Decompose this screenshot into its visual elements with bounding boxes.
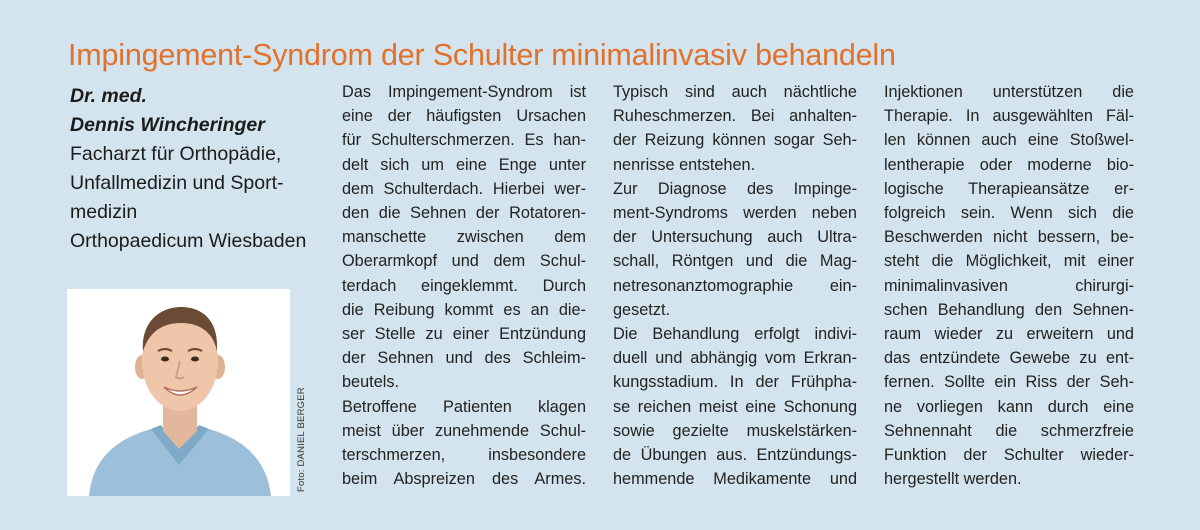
- text-line: eine der häufigsten Ursachen: [342, 107, 586, 126]
- text-line: de Übungen aus. Entzündungs-: [613, 446, 857, 465]
- author-photo: [67, 289, 290, 496]
- text-line: Sehnennaht die schmerzfreie: [884, 421, 1134, 440]
- text-line: Betroffene Patienten klagen: [342, 397, 586, 416]
- text-line: Typisch sind auch nächtliche: [613, 83, 857, 101]
- text-line: meist über zunehmende Schul-: [342, 421, 586, 440]
- text-line: hergestellt werden.: [884, 470, 1022, 489]
- portrait-illustration: [67, 289, 290, 496]
- author-block: [70, 82, 340, 256]
- text-column-1: [342, 80, 586, 491]
- text-line: logische Therapieansätze er-: [884, 179, 1134, 198]
- text-line: Funktion der Schulter wieder-: [884, 446, 1134, 465]
- text-line: ment-Syndroms werden neben: [613, 204, 857, 223]
- text-line: den die Sehnen der Rotatoren-: [342, 204, 586, 223]
- text-line: dem Schulterdach. Hierbei wer-: [342, 179, 586, 198]
- text-line: Beschwerden nicht bessern, be-: [884, 228, 1134, 247]
- text-line: kungsstadium. In der Frühpha-: [613, 373, 857, 392]
- text-line: fernen. Sollte ein Riss der Seh-: [884, 373, 1134, 392]
- article-title: Impingement-Syndrom der Schulter minimalinvasiv behandeln: [68, 38, 896, 73]
- text-column-2: [613, 80, 857, 491]
- text-line: Zur Diagnose des Impinge-: [613, 179, 857, 198]
- text-line: ne vorliegen kann durch eine: [884, 397, 1134, 416]
- text-line: delt sich um eine Enge unter: [342, 155, 586, 174]
- text-line: der Reizung können sogar Seh-: [613, 131, 857, 150]
- text-line: gesetzt.: [613, 300, 671, 319]
- text-line: len können auch eine Stoßwel-: [884, 131, 1134, 150]
- author-role-line-2: Unfallmedizin und Sport-: [70, 172, 284, 194]
- text-line: beutels.: [342, 373, 400, 392]
- text-line: raum wieder zu erweitern und: [884, 325, 1134, 344]
- text-line: netresonanztomographie ein-: [613, 276, 857, 295]
- text-column-3: [884, 80, 1134, 491]
- text-line: das entzündete Gewebe zu ent-: [884, 349, 1134, 368]
- text-line: die Reibung kommt es an die-: [342, 300, 586, 319]
- text-line: sowie gezielte muskelstärken-: [613, 421, 857, 440]
- text-line: folgreich sein. Wenn sich die: [884, 204, 1134, 223]
- text-line: manschette zwischen dem: [342, 228, 586, 247]
- text-line: duell und abhängig vom Erkran-: [613, 349, 857, 368]
- photo-credit: Foto: DANIEL BERGER: [296, 387, 307, 492]
- author-role-line-3: medizin: [70, 201, 138, 223]
- text-line: nenrisse entstehen.: [613, 155, 756, 174]
- text-line: hemmende Medikamente und: [613, 470, 857, 489]
- text-line: beim Abspreizen des Armes.: [342, 470, 586, 489]
- text-line: schen Behandlung den Sehnen-: [884, 300, 1134, 319]
- author-name-line-2: Dennis Wincheringer: [70, 114, 265, 136]
- text-line: se reichen meist eine Schonung: [613, 397, 857, 416]
- text-line: der Untersuchung auch Ultra-: [613, 228, 857, 247]
- text-line: Therapie. In ausgewählten Fäl-: [884, 107, 1134, 126]
- text-line: schall, Röntgen und die Mag-: [613, 252, 857, 271]
- text-line: terdach eingeklemmt. Durch: [342, 276, 586, 295]
- author-name-line-1: Dr. med.: [70, 85, 147, 107]
- text-line: der Sehnen und des Schleim-: [342, 349, 586, 368]
- text-line: Injektionen unterstützen die: [884, 83, 1134, 101]
- author-clinic: Orthopaedicum Wiesbaden: [70, 230, 307, 252]
- text-line: steht die Möglichkeit, mit einer: [884, 252, 1134, 271]
- text-line: ser Stelle zu einer Entzündung: [342, 325, 586, 344]
- author-role-line-1: Facharzt für Orthopädie,: [70, 143, 282, 165]
- text-line: Das Impingement-Syndrom ist: [342, 83, 586, 101]
- text-line: minimalinvasiven chirurgi-: [884, 276, 1134, 295]
- text-line: lentherapie oder moderne bio-: [884, 155, 1134, 174]
- text-line: terschmerzen, insbesondere: [342, 446, 586, 465]
- text-line: für Schulterschmerzen. Es han-: [342, 131, 586, 150]
- text-line: Die Behandlung erfolgt indivi-: [613, 325, 857, 344]
- text-line: Ruheschmerzen. Bei anhalten-: [613, 107, 857, 126]
- text-line: Oberarmkopf und dem Schul-: [342, 252, 586, 271]
